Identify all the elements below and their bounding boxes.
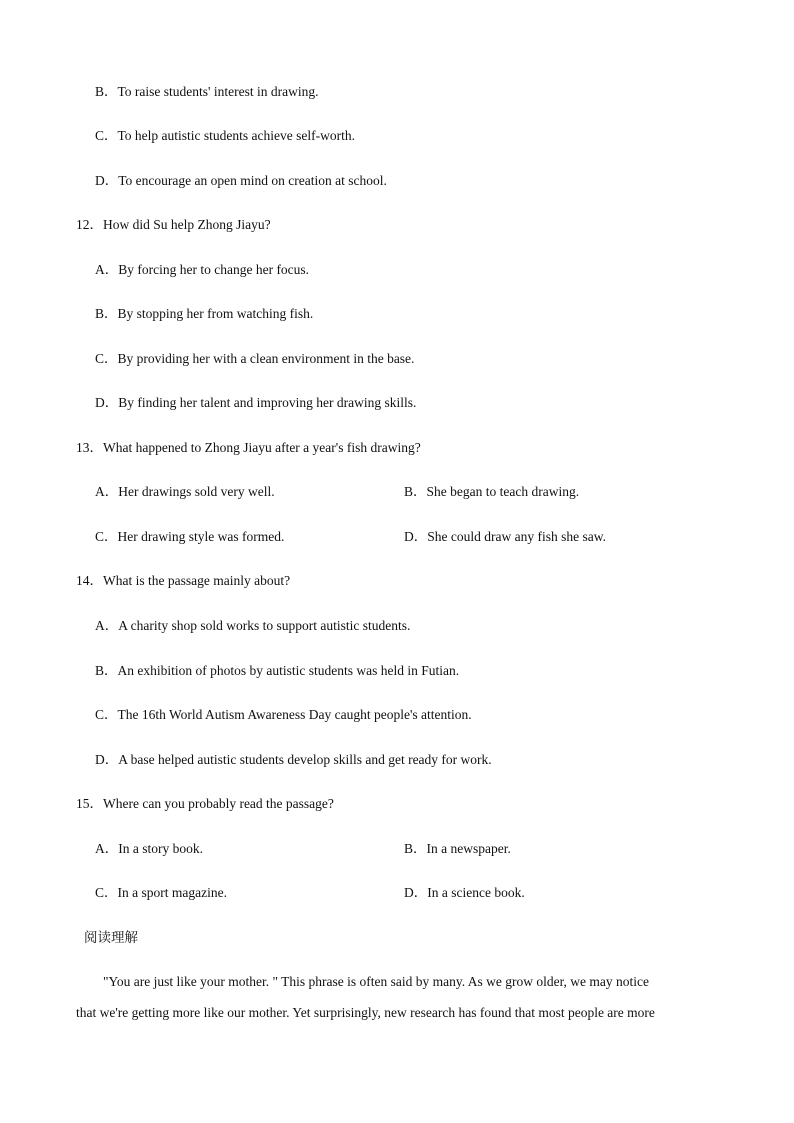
q14-question: 14．What is the passage mainly about? (76, 573, 291, 588)
q15-option-a: A．In a story book. (95, 841, 203, 856)
passage-line-2: that we're getting more like our mother. Yet surprisingly, new research has found that most people are more (76, 1005, 655, 1020)
q12-option-a: A．By forcing her to change her focus. (95, 262, 310, 277)
passage-line-1: "You are just like your mother. " This phrase is often said by many. As we grow older, we may notice (103, 974, 650, 989)
q13-question: 13．What happened to Zhong Jiayu after a year's fish drawing? (76, 440, 421, 455)
q13-option-c: C．Her drawing style was formed. (95, 529, 285, 544)
q14-option-c: C．The 16th World Autism Awareness Day caught people's attention. (95, 707, 472, 722)
section-title: 阅读理解 (84, 930, 138, 946)
q11-option-b: B．To raise students' interest in drawing. (95, 84, 319, 99)
q15-option-c: C．In a sport magazine. (95, 885, 227, 900)
q14-option-b: B．An exhibition of photos by autistic students was held in Futian. (95, 663, 460, 678)
q13-option-d: D．She could draw any fish she saw. (404, 529, 606, 544)
q14-option-d: D．A base helped autistic students develop skills and get ready for work. (95, 752, 492, 767)
q15-option-d: D．In a science book. (404, 885, 525, 900)
q13-option-a: A．Her drawings sold very well. (95, 484, 275, 499)
q12-option-b: B．By stopping her from watching fish. (95, 306, 314, 321)
q12-option-d: D．By finding her talent and improving her drawing skills. (95, 395, 417, 410)
q15-question: 15．Where can you probably read the passage? (76, 796, 334, 811)
q12-option-c: C．By providing her with a clean environment in the base. (95, 351, 415, 366)
q11-option-c: C．To help autistic students achieve self-worth. (95, 128, 355, 143)
q11-option-d: D．To encourage an open mind on creation at school. (95, 173, 387, 188)
q13-option-b: B．She began to teach drawing. (404, 484, 580, 499)
q15-option-b: B．In a newspaper. (404, 841, 511, 856)
q12-question: 12．How did Su help Zhong Jiayu? (76, 217, 271, 232)
q14-option-a: A．A charity shop sold works to support autistic students. (95, 618, 411, 633)
